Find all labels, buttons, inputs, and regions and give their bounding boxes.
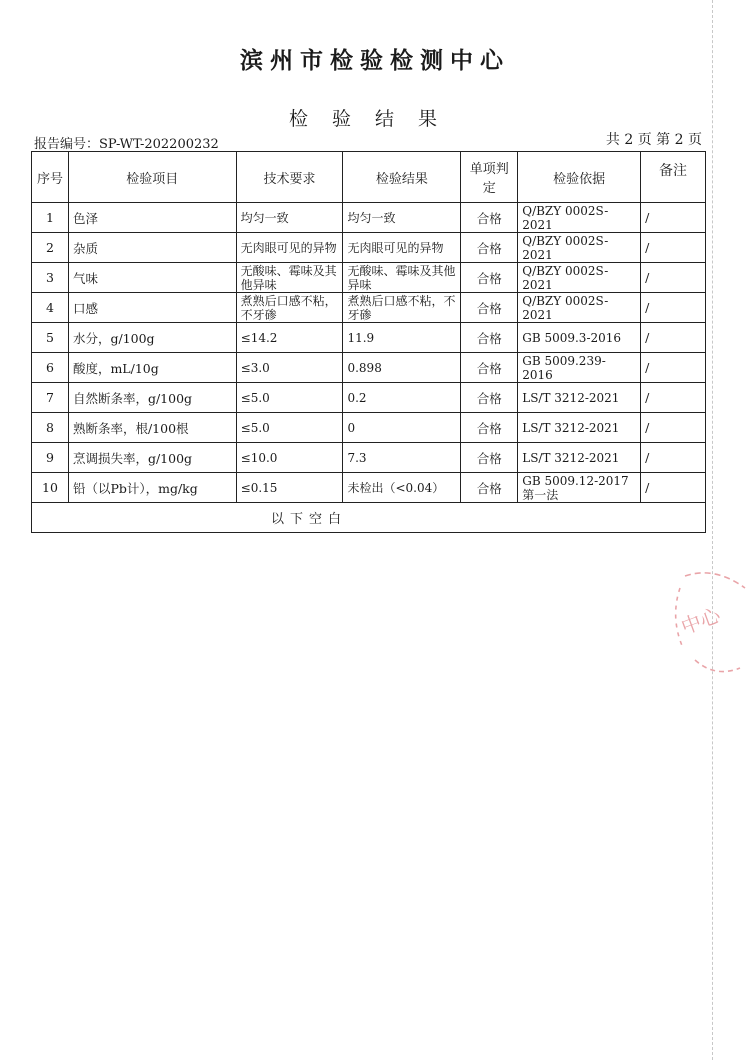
cell-result: 无酸味、霉味及其他异味 xyxy=(343,263,461,293)
cell-result: 无肉眼可见的异物 xyxy=(343,233,461,263)
cell-seq: 6 xyxy=(32,353,69,383)
cell-basis: LS/T 3212-2021 xyxy=(518,383,641,413)
cell-judgement: 合格 xyxy=(461,383,518,413)
table-row xyxy=(32,293,706,323)
cell-judgement: 合格 xyxy=(461,203,518,233)
header-requirement: 技术要求 xyxy=(236,152,343,203)
table-row xyxy=(32,443,706,473)
cell-seq: 7 xyxy=(32,383,69,413)
cell-requirement: 煮熟后口感不粘，不牙碜 xyxy=(236,293,343,323)
cell-basis: LS/T 3212-2021 xyxy=(518,413,641,443)
end-row xyxy=(32,503,706,533)
cell-item: 酸度，mL/10g xyxy=(68,353,236,383)
cell-requirement: ≤5.0 xyxy=(236,413,343,443)
cell-result: 煮熟后口感不粘，不牙碜 xyxy=(343,293,461,323)
table-header-row xyxy=(32,152,706,203)
cell-requirement: ≤5.0 xyxy=(236,383,343,413)
table-row xyxy=(32,233,706,263)
cell-basis: Q/BZY 0002S-2021 xyxy=(518,233,641,263)
cell-note: / xyxy=(641,353,706,383)
cell-note: / xyxy=(641,323,706,353)
cell-seq: 2 xyxy=(32,233,69,263)
cell-requirement: ≤0.15 xyxy=(236,473,343,503)
cell-note: / xyxy=(641,263,706,293)
header-note: 备注 xyxy=(641,152,706,203)
cell-judgement: 合格 xyxy=(461,473,518,503)
cell-basis: Q/BZY 0002S-2021 xyxy=(518,263,641,293)
table-row xyxy=(32,263,706,293)
cell-result: 11.9 xyxy=(343,323,461,353)
cell-note: / xyxy=(641,383,706,413)
cell-judgement: 合格 xyxy=(461,263,518,293)
cell-requirement: ≤10.0 xyxy=(236,443,343,473)
header-seq: 序号 xyxy=(32,152,69,203)
cell-note: / xyxy=(641,203,706,233)
cell-judgement: 合格 xyxy=(461,443,518,473)
table-row xyxy=(32,353,706,383)
cell-result: 0 xyxy=(343,413,461,443)
cell-item: 自然断条率，g/100g xyxy=(68,383,236,413)
document-title: 检验结果 xyxy=(288,108,461,130)
organization-title: 滨州市检验检测中心 xyxy=(240,48,510,74)
cell-seq: 5 xyxy=(32,323,69,353)
cell-judgement: 合格 xyxy=(461,353,518,383)
end-of-table-text: 以下空白 xyxy=(271,512,348,527)
header-basis: 检验依据 xyxy=(518,152,641,203)
cell-requirement: 无酸味、霉味及其他异味 xyxy=(236,263,343,293)
table-row xyxy=(32,203,706,233)
cell-result: 均匀一致 xyxy=(343,203,461,233)
cell-item: 杂质 xyxy=(68,233,236,263)
table-row xyxy=(32,383,706,413)
cell-judgement: 合格 xyxy=(461,413,518,443)
cell-result: 0.898 xyxy=(343,353,461,383)
header-result: 检验结果 xyxy=(343,152,461,203)
cell-seq: 9 xyxy=(32,443,69,473)
cell-note: / xyxy=(641,473,706,503)
cell-judgement: 合格 xyxy=(461,293,518,323)
table-row xyxy=(32,473,706,503)
cell-item: 水分，g/100g xyxy=(68,323,236,353)
cell-basis: Q/BZY 0002S-2021 xyxy=(518,293,641,323)
svg-text:中心: 中心 xyxy=(677,602,724,640)
cell-judgement: 合格 xyxy=(461,233,518,263)
cell-note: / xyxy=(641,233,706,263)
cell-result: 0.2 xyxy=(343,383,461,413)
cell-requirement: 无肉眼可见的异物 xyxy=(236,233,343,263)
cell-result: 7.3 xyxy=(343,443,461,473)
cell-basis: GB 5009.3-2016 xyxy=(518,323,641,353)
cell-note: / xyxy=(641,293,706,323)
cell-requirement: ≤3.0 xyxy=(236,353,343,383)
cell-basis: LS/T 3212-2021 xyxy=(518,443,641,473)
table-row xyxy=(32,413,706,443)
results-table xyxy=(31,151,706,533)
cell-item: 熟断条率，根/100根 xyxy=(68,413,236,443)
cell-basis: Q/BZY 0002S-2021 xyxy=(518,203,641,233)
cell-seq: 8 xyxy=(32,413,69,443)
cell-item: 口感 xyxy=(68,293,236,323)
cell-basis: GB 5009.12-2017第一法 xyxy=(518,473,641,503)
cell-item: 铅（以Pb计），mg/kg xyxy=(68,473,236,503)
cell-seq: 1 xyxy=(32,203,69,233)
cell-seq: 10 xyxy=(32,473,69,503)
report-number: 报告编号：SP-WT-202200232 xyxy=(34,137,219,152)
cell-item: 烹调损失率，g/100g xyxy=(68,443,236,473)
cell-seq: 3 xyxy=(32,263,69,293)
header-judgement: 单项判定 xyxy=(461,152,518,203)
cell-basis: GB 5009.239-2016 xyxy=(518,353,641,383)
header-item: 检验项目 xyxy=(68,152,236,203)
cell-seq: 4 xyxy=(32,293,69,323)
cell-item: 气味 xyxy=(68,263,236,293)
cell-note: / xyxy=(641,443,706,473)
cell-judgement: 合格 xyxy=(461,323,518,353)
cell-result: 未检出（<0.04） xyxy=(343,473,461,503)
table-row xyxy=(32,323,706,353)
cell-note: / xyxy=(641,413,706,443)
page-edge-line xyxy=(712,0,713,1060)
official-seal-stamp xyxy=(655,568,750,688)
cell-requirement: 均匀一致 xyxy=(236,203,343,233)
cell-item: 色泽 xyxy=(68,203,236,233)
page-count: 共 2 页 第 2 页 xyxy=(605,132,702,148)
cell-requirement: ≤14.2 xyxy=(236,323,343,353)
